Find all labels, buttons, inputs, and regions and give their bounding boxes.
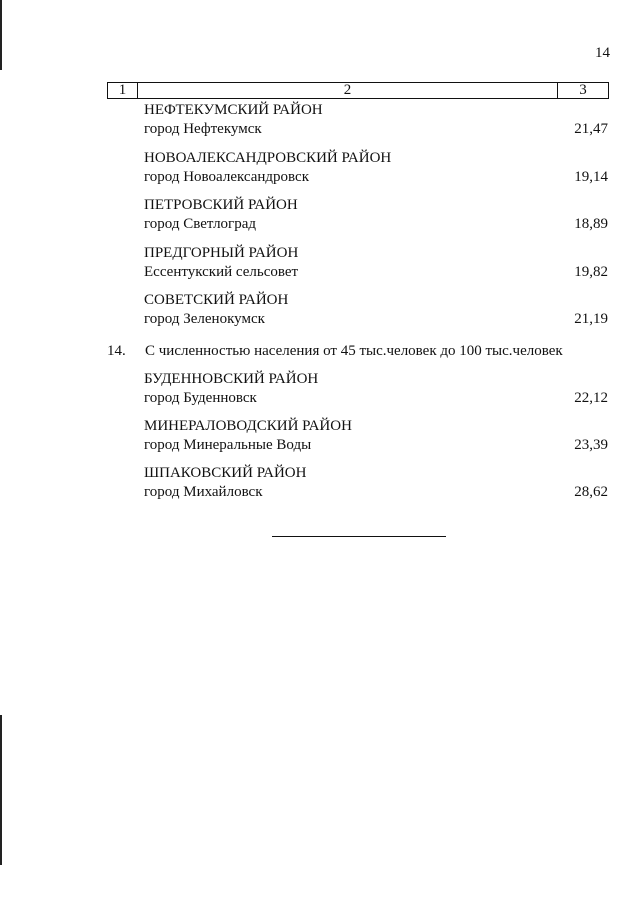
district-name: НОВОАЛЕКСАНДРОВСКИЙ РАЙОН: [144, 150, 392, 166]
locality-row: [144, 168, 608, 186]
value-cell: 28,62: [574, 484, 608, 500]
value-cell: 19,14: [574, 169, 608, 185]
locality-name: город Зеленокумск: [144, 311, 265, 327]
table-row: [144, 149, 608, 186]
value-cell: 21,19: [574, 311, 608, 327]
table-row: [144, 464, 608, 501]
locality-name: город Михайловск: [144, 484, 263, 500]
district-name: НЕФТЕКУМСКИЙ РАЙОН: [144, 102, 323, 118]
value-cell: 21,47: [574, 121, 608, 137]
table-row: [144, 370, 608, 407]
district-name: ПЕТРОВСКИЙ РАЙОН: [144, 197, 298, 213]
locality-name: город Нефтекумск: [144, 121, 262, 137]
section-heading: [107, 342, 563, 360]
table-row: [144, 196, 608, 233]
table-row: [144, 101, 608, 138]
table-header-col-2: 2: [138, 83, 558, 98]
table-header-row: [107, 82, 609, 99]
district-name: ПРЕДГОРНЫЙ РАЙОН: [144, 245, 299, 261]
locality-row: [144, 263, 608, 281]
locality-name: город Минеральные Воды: [144, 437, 312, 453]
locality-name: Ессентукский сельсовет: [144, 264, 299, 280]
section-title-text: С численностью населения от 45 тыс.человек до 100 тыс.человек: [145, 343, 563, 359]
locality-row: [144, 389, 608, 407]
table-row: [144, 417, 608, 454]
locality-row: [144, 120, 608, 138]
district-name: БУДЕННОВСКИЙ РАЙОН: [144, 371, 319, 387]
locality-row: [144, 436, 608, 454]
end-of-document-rule: [272, 536, 446, 537]
locality-row: [144, 215, 608, 233]
value-cell: 19,82: [574, 264, 608, 280]
page-number: 14: [595, 45, 610, 61]
locality-row: [144, 483, 608, 501]
district-name: ШПАКОВСКИЙ РАЙОН: [144, 465, 307, 481]
table-header-col-3: 3: [579, 82, 587, 98]
table-header-col-1: 1: [108, 83, 138, 98]
scan-edge-top: [0, 0, 2, 70]
scan-edge-bottom: [0, 715, 2, 865]
district-name: СОВЕТСКИЙ РАЙОН: [144, 292, 289, 308]
table-row: [144, 244, 608, 281]
locality-name: город Новоалександровск: [144, 169, 309, 185]
locality-row: [144, 310, 608, 328]
value-cell: 22,12: [574, 390, 608, 406]
section-number: 14.: [107, 343, 126, 359]
locality-name: город Буденновск: [144, 390, 257, 406]
value-cell: 18,89: [574, 216, 608, 232]
locality-name: город Светлоград: [144, 216, 256, 232]
value-cell: 23,39: [574, 437, 608, 453]
district-name: МИНЕРАЛОВОДСКИЙ РАЙОН: [144, 418, 352, 434]
table-row: [144, 291, 608, 328]
